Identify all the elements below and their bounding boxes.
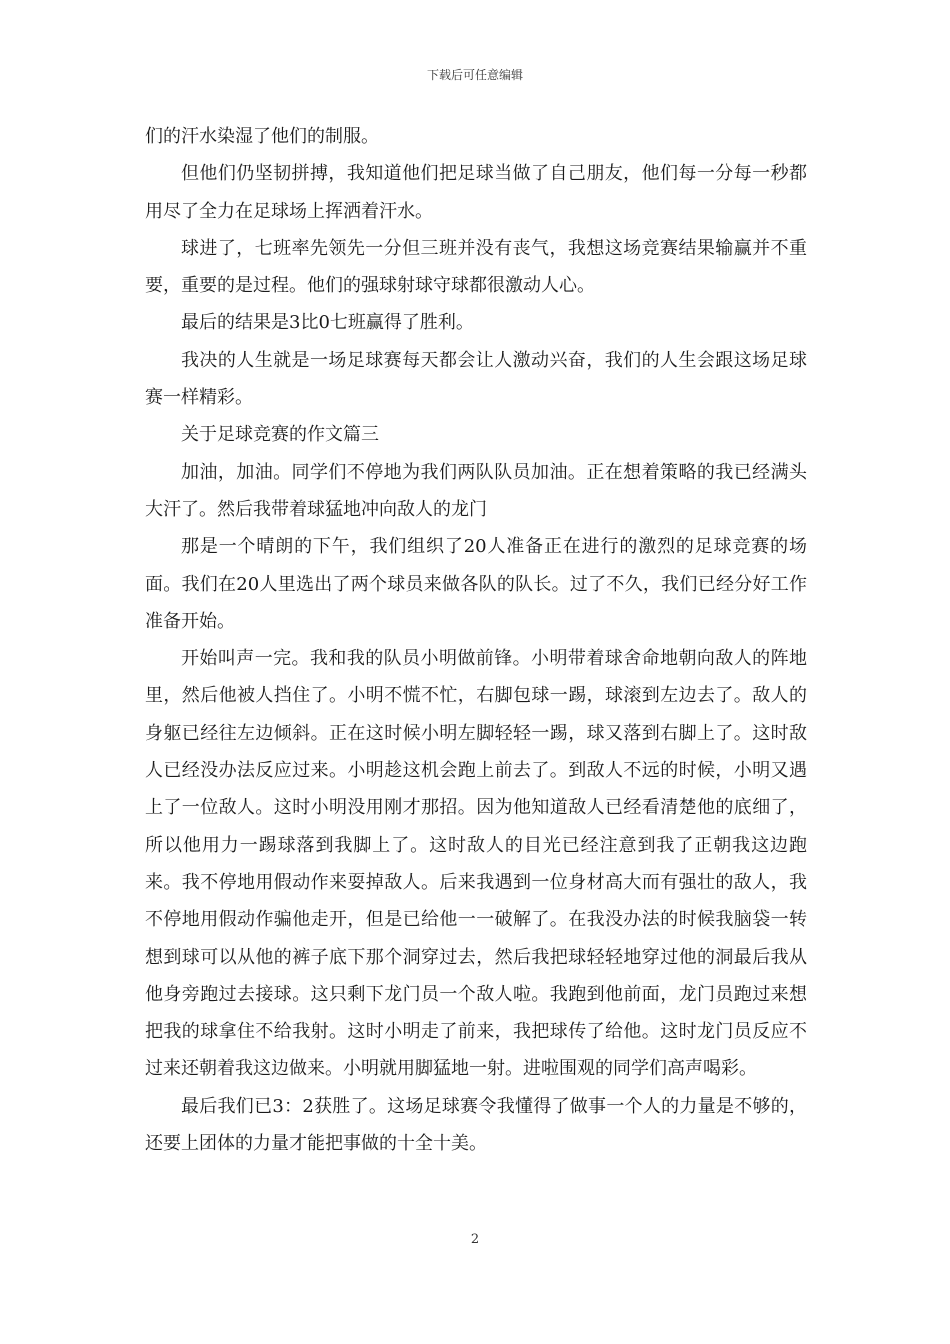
paragraph-8: 那是一个晴朗的下午，我们组织了20人准备正在进行的激烈的足球竞赛的场面。我们在20人里选出了两个球员来做各队的队长。过了不久，我们已经分好工作准备开始。 [145, 536, 807, 632]
document-body [145, 118, 807, 1162]
paragraph-5: 我决的人生就是一场足球赛每天都会让人激动兴奋，我们的人生会跟这场足球赛一样精彩。 [145, 349, 807, 409]
page-number: 2 [470, 1232, 480, 1247]
paragraph-10: 最后我们已3：2获胜了。这场足球赛令我懂得了做事一个人的力量是不够的，还要上团体的力量才能把事做的十全十美。 [145, 1095, 807, 1155]
paragraph-3: 球进了，七班率先领先一分但三班并没有丧气，我想这场竞赛结果输赢并不重要，重要的是过程。他们的强球射球守球都很激动人心。 [145, 237, 807, 297]
paragraph-4: 最后的结果是3比0七班赢得了胜利。 [181, 312, 474, 334]
paragraph-9: 开始叫声一完。我和我的队员小明做前锋。小明带着球舍命地朝向敌人的阵地里，然后他被人挡住了。小明不慌不忙，右脚包球一踢，球滚到左边去了。敌人的身躯已经往左边倾斜。正在这时候小明左脚轻轻一踢，球又落到右脚上了。这时敌人已经没办法反应过来。小明趁这机会跑上前去了。到敌人不远的时候，小明又遇上了一位敌人。这时小明没用刚才那招。因为他知道敌人已经看清楚他的底细了，所以他用力一踢球落到我脚上了。这时敌人的目光已经注意到我了正朝我这边跑来。我不停地用假动作来耍掉敌人。后来我遇到一位身材高大而有强壮的敌人，我不停地用假动作骗他走开，但是已给他一一破解了。在我没办法的时候我脑袋一转想到球可以从他的裤子底下那个洞穿过去，然后我把球轻轻地穿过他的洞最后我从他身旁跑过去接球。这只剩下龙门员一个敌人啦。我跑到他前面，龙门员跑过来想把我的球拿住不给我射。这时小明走了前来，我把球传了给他。这时龙门员反应不过来还朝着我这边做来。小明就用脚猛地一射。进啦围观的同学们高声喝彩。 [145, 648, 807, 1080]
page-header: 下载后可任意编辑 [426, 68, 523, 82]
paragraph-2: 但他们仍坚韧拼搏，我知道他们把足球当做了自己朋友，他们每一分每一秒都用尽了全力在足球场上挥洒着汗水。 [145, 163, 807, 222]
paragraph-7: 加油，加油。同学们不停地为我们两队队员加油。正在想着策略的我已经满头大汗了。然后我带着球猛地冲向敌人的龙门 [145, 461, 807, 520]
paragraph-1: 们的汗水染湿了他们的制服。 [145, 126, 379, 147]
section-heading: 关于足球竞赛的作文篇三 [181, 424, 379, 446]
